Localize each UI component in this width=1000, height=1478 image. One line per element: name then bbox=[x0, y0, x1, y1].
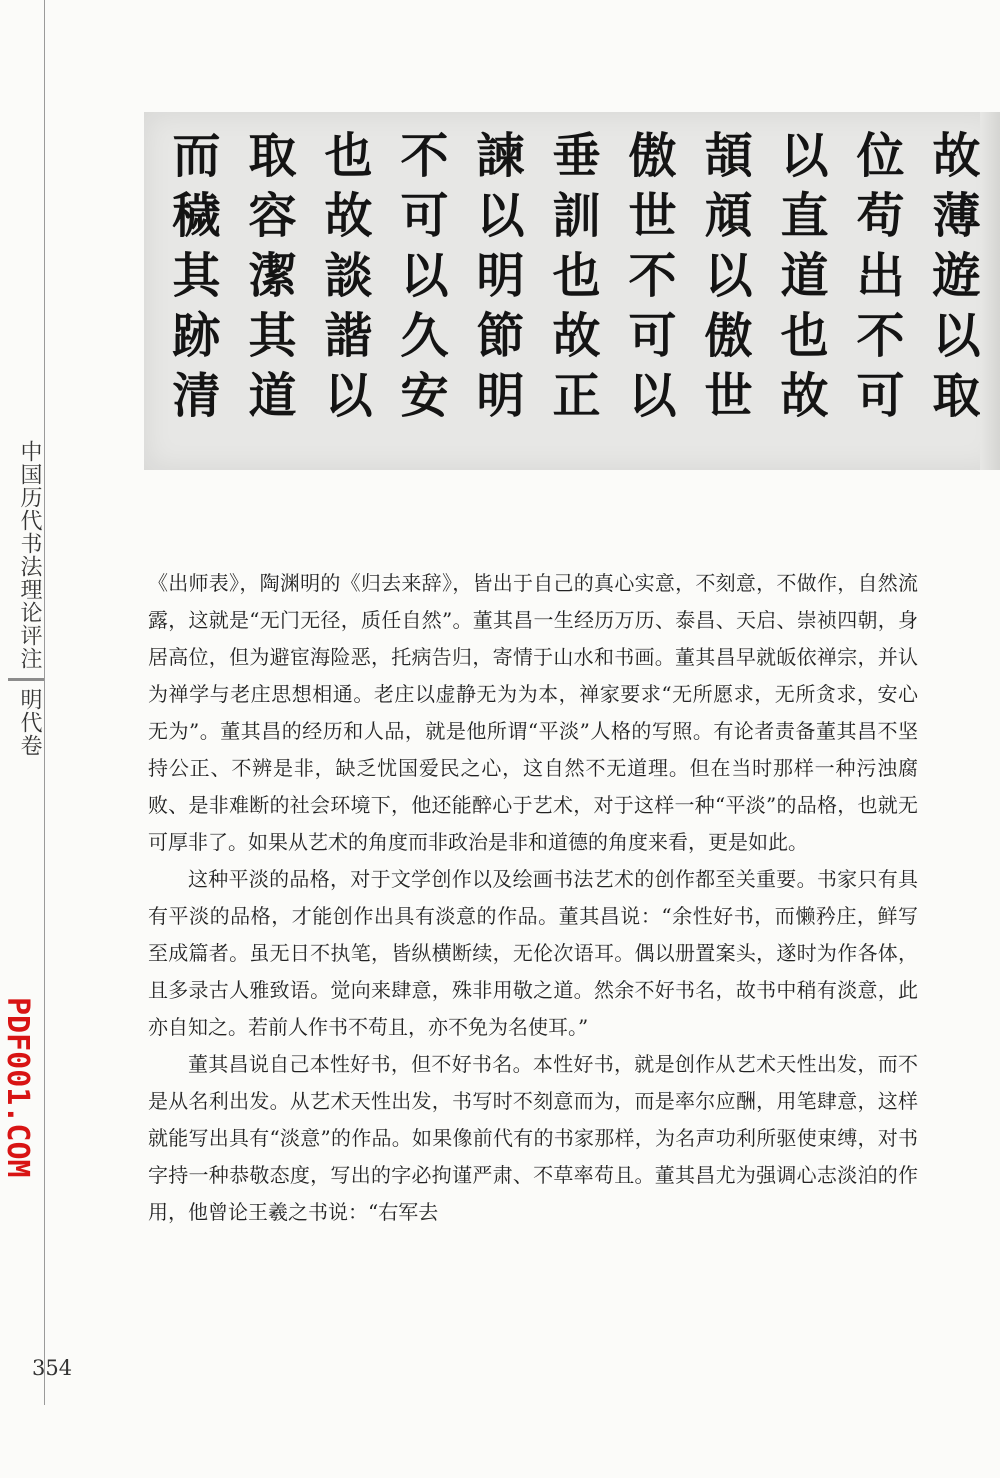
paragraph: 《出师表》，陶渊明的《归去来辞》，皆出于自己的真心实意，不刻意，不做作，自然流露，这就是“无门无径，质任自然”。董其昌一生经历万历、泰昌、天启、崇祯四朝，身居高位，但为避宦海险恶，托病告归，寄情于山水和书画。董其昌早就皈依禅宗，并认为禅学与老庄思想相通。老庄以虚静无为为本，禅家要求“无所愿求，无所贪求，安心无为”。董其昌的经历和人品，就是他所谓“平淡”人格的写照。有论者责备董其昌不坚持公正、不辨是非，缺乏忧国爱民之心，这自然不无道理。但在当时那样一种污浊腐败、是非难断的社会环境下，他还能醉心于艺术，对于这样一种“平淡”的品格，也就无可厚非了。如果从艺术的角度而非政治是非和道德的角度来看，更是如此。 bbox=[148, 571, 918, 854]
calligraphy-column: 諫以明節明 bbox=[468, 130, 524, 430]
page-number: 354 bbox=[32, 1356, 73, 1380]
calligraphy-column: 垂訓也故正 bbox=[544, 130, 600, 430]
calligraphy-column: 以直道也故 bbox=[772, 130, 828, 430]
calligraphy-column: 位苟出不可 bbox=[848, 130, 904, 430]
margin-rule bbox=[44, 0, 45, 1405]
calligraphy-column: 頡頏以傲世 bbox=[696, 130, 752, 430]
calligraphy-column: 傲世不可以 bbox=[620, 130, 676, 430]
paragraph: 董其昌说自己本性好书，但不好书名。本性好书，就是创作从艺术天性出发，而不是从名利出发。从艺术天性出发，书写时不刻意而为，而是率尔应酬，用笔肆意，这样就能写出具有“淡意”的作品。如果像前代有的书家那样，为名声功利所驱使束缚，对书字持一种恭敬态度，写出的字必拘谨严肃、不草率苟且。董其昌尤为强调心志淡泊的作用，他曾论王羲之书说：“右军去 bbox=[148, 1052, 918, 1224]
paragraph: 这种平淡的品格，对于文学创作以及绘画书法艺术的创作都至关重要。书家只有具有平淡的品格，才能创作出具有淡意的作品。董其昌说：“余性好书，而懒矜庄，鲜写至成篇者。虽无日不执笔，皆纵横断续，无伦次语耳。偶以册置案头，遂时为作各体，且多录古人雅致语。觉向来肆意，殊非用敬之道。然余不好书名，故书中稍有淡意，此亦自知之。若前人作书不苟且，亦不免为名使耳。” bbox=[148, 867, 918, 1039]
calligraphy-column: 取容潔其道 bbox=[240, 130, 296, 430]
calligraphy-image bbox=[144, 112, 1000, 470]
volume-label: 明代卷 bbox=[17, 688, 42, 757]
calligraphy-column: 不可以久安 bbox=[392, 130, 448, 430]
image-cut-edge bbox=[980, 112, 1000, 470]
book-title: 中国历代书法理论评注 bbox=[17, 440, 42, 670]
calligraphy-column: 而穢其跡清 bbox=[164, 130, 220, 430]
sidebar-separator bbox=[8, 678, 44, 681]
calligraphy-column: 故薄遊以取 bbox=[924, 130, 980, 430]
body-text bbox=[148, 565, 918, 1231]
watermark: PDF001.COM bbox=[0, 997, 35, 1178]
calligraphy-column: 也故談諧以 bbox=[316, 130, 372, 430]
